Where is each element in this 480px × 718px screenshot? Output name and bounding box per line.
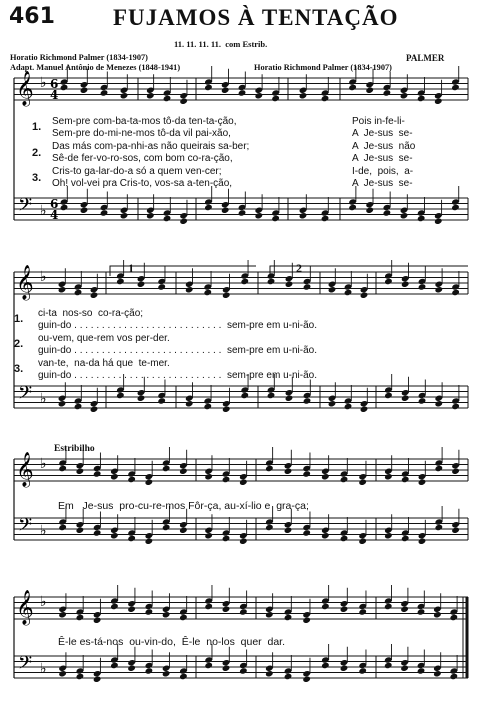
time-signature: 6 <box>50 197 59 211</box>
lyric-tail: A Je-sus se- <box>352 153 413 164</box>
note-head <box>344 289 353 296</box>
note-head <box>120 92 129 99</box>
note-head <box>60 84 69 91</box>
note-head <box>203 289 212 296</box>
note-head <box>340 606 349 613</box>
note-head <box>145 479 154 486</box>
flat-icon: ♭ <box>40 661 47 677</box>
note-head <box>434 218 443 225</box>
note-head <box>418 397 427 404</box>
note-head <box>58 286 67 293</box>
time-signature: 6 <box>50 77 59 91</box>
note-head <box>204 532 213 539</box>
note-head <box>110 473 119 480</box>
treble-clef-icon: 𝄞 <box>16 265 34 300</box>
note-head <box>222 292 231 299</box>
flat-icon: ♭ <box>40 594 47 610</box>
lyric-line: Oh! vol-vei pra Cris-to, vos-sa a-ten-ção, <box>52 178 233 189</box>
bass-clef-icon: 𝄢 <box>18 653 33 678</box>
lyric-line: Sem-pre com-ba-ta-mos tô-da ten-ta-ção, <box>52 116 237 127</box>
note-head <box>450 614 459 621</box>
bass-clef-icon: 𝄢 <box>18 515 33 540</box>
note-head <box>265 465 274 472</box>
note-head <box>76 527 85 534</box>
note-head <box>418 283 427 290</box>
note-head <box>74 403 83 410</box>
lyric-tail: A Je-sus não <box>352 141 416 152</box>
note-head <box>179 468 188 475</box>
note-head <box>299 212 308 219</box>
note-head <box>344 403 353 410</box>
note-head <box>110 603 119 610</box>
bass-clef-icon: 𝄢 <box>18 195 33 220</box>
lyric-line: guin-do . . . . . . . . . . . . . . . . . . . . . . . . . . . sem-pre em u-ni-ão. <box>38 370 317 381</box>
note-head <box>451 289 460 296</box>
note-head <box>127 476 136 483</box>
note-head <box>58 611 67 618</box>
note-head <box>145 667 154 674</box>
note-head <box>58 524 67 531</box>
verse-number-1: 1. <box>14 313 24 325</box>
note-head <box>127 665 136 672</box>
flat-icon: ♭ <box>40 456 47 472</box>
note-head <box>303 397 312 404</box>
note-head <box>358 479 367 486</box>
note-head <box>185 400 194 407</box>
note-head <box>285 281 294 288</box>
note-head <box>400 212 409 219</box>
note-head <box>204 204 213 211</box>
note-head <box>90 292 99 299</box>
note-head <box>435 286 444 293</box>
note-head <box>284 468 293 475</box>
note-head <box>255 92 264 99</box>
note-head <box>203 403 212 410</box>
note-head <box>302 529 311 536</box>
note-head <box>76 468 85 475</box>
note-head <box>384 532 393 539</box>
note-head <box>321 95 330 102</box>
note-head <box>179 673 188 680</box>
note-head <box>303 283 312 290</box>
note-head <box>401 395 410 402</box>
note-head <box>451 204 460 211</box>
flat-icon: ♭ <box>40 203 47 219</box>
lyric-line: van-te, na-da há que te-mer. <box>38 358 170 369</box>
note-head <box>450 673 459 680</box>
note-head <box>267 278 276 285</box>
note-head <box>417 215 426 222</box>
note-head <box>400 92 409 99</box>
note-head <box>265 524 274 531</box>
lyric-line: Sê-de fer-vo-ro-sos, com bom co-ra-ção, <box>52 153 233 164</box>
note-head <box>321 215 330 222</box>
note-head <box>267 392 276 399</box>
note-head <box>58 670 67 677</box>
note-head <box>321 532 330 539</box>
verse-number-3: 3. <box>14 363 24 375</box>
refrain-label: Estribilho <box>54 444 95 454</box>
note-head <box>145 538 154 545</box>
note-head <box>328 286 337 293</box>
note-head <box>162 611 171 618</box>
note-head <box>145 608 154 615</box>
note-head <box>401 476 410 483</box>
note-head <box>340 476 349 483</box>
note-head <box>127 606 136 613</box>
note-head <box>110 532 119 539</box>
adapter-credit: Adapt. Manuel Antônio de Menezes (1848-1941) <box>10 63 181 72</box>
lyric-line: guin-do . . . . . . . . . . . . . . . . . . . . . . . . . . . sem-pre em u-ni-ão. <box>38 345 317 356</box>
note-head <box>302 676 311 683</box>
note-head <box>348 84 357 91</box>
note-head <box>222 535 231 542</box>
tune-name: PALMER <box>406 53 445 63</box>
note-head <box>221 87 230 94</box>
note-head <box>418 538 427 545</box>
note-head <box>179 98 188 105</box>
note-head <box>157 397 166 404</box>
note-head <box>400 665 409 672</box>
note-head <box>451 468 460 475</box>
note-head <box>451 403 460 410</box>
lyric-line: Sem-pre do-mi-ne-mos tô-da vil pai-xão, <box>52 128 231 139</box>
note-head <box>365 207 374 214</box>
note-head <box>221 207 230 214</box>
note-head <box>321 603 330 610</box>
note-head <box>238 209 247 216</box>
note-head <box>384 392 393 399</box>
note-head <box>100 209 109 216</box>
note-head <box>58 400 67 407</box>
note-head <box>110 662 119 669</box>
note-head <box>417 667 426 674</box>
hymn-title: FUJAMOS À TENTAÇÃO <box>113 5 399 30</box>
lyric-tail: A Je-sus se- <box>352 178 413 189</box>
composer-credit: Horatio Richmond Palmer (1834-1907) <box>254 63 392 72</box>
note-head <box>383 89 392 96</box>
note-head <box>74 289 83 296</box>
note-head <box>265 670 274 677</box>
author-credit: Horatio Richmond Palmer (1834-1907) <box>10 53 148 62</box>
note-head <box>222 476 231 483</box>
note-head <box>93 470 102 477</box>
note-head <box>204 84 213 91</box>
lyric-tail: A Je-sus se- <box>352 128 413 139</box>
note-head <box>239 667 248 674</box>
note-head <box>340 665 349 672</box>
treble-clef-icon: 𝄞 <box>16 590 34 625</box>
note-head <box>434 98 443 105</box>
note-head <box>384 662 393 669</box>
note-head <box>285 395 294 402</box>
hymn-meter: 11. 11. 11. 11. com Estrib. <box>174 39 268 49</box>
note-head <box>365 87 374 94</box>
note-head <box>435 524 444 531</box>
note-head <box>80 87 89 94</box>
verse-number-3: 3. <box>32 172 42 184</box>
verse-number-2: 2. <box>14 338 24 350</box>
note-head <box>60 204 69 211</box>
note-head <box>348 204 357 211</box>
note-head <box>435 465 444 472</box>
note-head <box>100 89 109 96</box>
note-head <box>120 212 129 219</box>
note-head <box>284 527 293 534</box>
note-head <box>163 95 172 102</box>
flat-icon: ♭ <box>40 391 47 407</box>
note-head <box>384 473 393 480</box>
note-head <box>204 473 213 480</box>
flat-icon: ♭ <box>40 523 47 539</box>
verse-number-2: 2. <box>32 147 42 159</box>
note-head <box>383 209 392 216</box>
note-head <box>93 676 102 683</box>
treble-clef-icon: 𝄞 <box>16 452 34 487</box>
bass-clef-icon: 𝄢 <box>18 383 33 408</box>
note-head <box>451 84 460 91</box>
note-head <box>239 538 248 545</box>
note-head <box>204 662 213 669</box>
note-head <box>179 527 188 534</box>
treble-clef-icon: 𝄞 <box>16 71 34 106</box>
lyric-tail: Pois in-fe-li- <box>352 116 405 127</box>
lyric-tail: I-de, pois, a- <box>352 166 414 177</box>
note-head <box>137 395 146 402</box>
second-ending-label: 2 <box>296 261 302 275</box>
note-head <box>162 524 171 531</box>
note-head <box>222 406 231 413</box>
hymn-number: 461 <box>9 4 55 29</box>
note-head <box>240 278 249 285</box>
refrain-lyric-line: Ê-le es-tá-nos ou-vin-do, Ê-le no-los quer dar. <box>58 636 286 648</box>
note-head <box>284 614 293 621</box>
note-head <box>204 603 213 610</box>
note-head <box>418 479 427 486</box>
note-head <box>321 662 330 669</box>
note-head <box>302 617 311 624</box>
note-head <box>299 92 308 99</box>
note-head <box>76 673 85 680</box>
time-signature: 4 <box>50 208 59 222</box>
note-head <box>360 406 369 413</box>
lyric-line: guin-do . . . . . . . . . . . . . . . . . . . . . . . . . . . sem-pre em u-ni-ão. <box>38 320 317 331</box>
note-head <box>90 406 99 413</box>
note-head <box>76 614 85 621</box>
note-head <box>433 670 442 677</box>
note-head <box>93 529 102 536</box>
note-head <box>58 465 67 472</box>
note-head <box>93 617 102 624</box>
note-head <box>265 611 274 618</box>
lyric-line: ci-ta nos-so co-ra-ção; <box>38 308 144 319</box>
note-head <box>185 286 194 293</box>
note-head <box>358 608 367 615</box>
note-head <box>302 470 311 477</box>
note-head <box>321 473 330 480</box>
note-head <box>384 603 393 610</box>
note-head <box>157 283 166 290</box>
note-head <box>163 215 172 222</box>
note-head <box>360 292 369 299</box>
note-head <box>222 665 231 672</box>
note-head <box>116 278 125 285</box>
note-head <box>239 479 248 486</box>
note-head <box>116 392 125 399</box>
note-head <box>417 95 426 102</box>
note-head <box>417 608 426 615</box>
note-head <box>400 606 409 613</box>
lyric-line: Das más com-pa-nhi-as não queirais sa-ber; <box>52 141 250 152</box>
note-head <box>435 400 444 407</box>
note-head <box>146 212 155 219</box>
refrain-lyric-line: Em Je-sus pro-cu-re-mos Fôr-ça, au-xí-lio e gra-ça; <box>58 500 309 512</box>
note-head <box>433 611 442 618</box>
note-head <box>358 667 367 674</box>
note-head <box>179 218 188 225</box>
note-head <box>240 392 249 399</box>
note-head <box>284 673 293 680</box>
note-head <box>451 527 460 534</box>
note-head <box>238 89 247 96</box>
note-head <box>358 538 367 545</box>
time-signature: 4 <box>50 88 59 102</box>
flat-icon: ♭ <box>40 75 47 91</box>
note-head <box>222 606 231 613</box>
note-head <box>401 281 410 288</box>
note-head <box>328 400 337 407</box>
note-head <box>80 207 89 214</box>
note-head <box>384 278 393 285</box>
note-head <box>271 95 280 102</box>
note-head <box>401 535 410 542</box>
lyric-line: ou-vem, que-rem vos per-der. <box>38 333 170 344</box>
flat-icon: ♭ <box>40 269 47 285</box>
note-head <box>179 614 188 621</box>
note-head <box>271 215 280 222</box>
note-head <box>127 535 136 542</box>
note-head <box>239 608 248 615</box>
note-head <box>162 670 171 677</box>
note-head <box>255 212 264 219</box>
first-ending-label: 1 <box>128 261 134 275</box>
note-head <box>146 92 155 99</box>
note-head <box>137 281 146 288</box>
note-head <box>162 465 171 472</box>
lyric-line: Cris-to ga-lar-do-a só a quem ven-cer; <box>52 166 222 177</box>
verse-number-1: 1. <box>32 121 42 133</box>
note-head <box>340 535 349 542</box>
